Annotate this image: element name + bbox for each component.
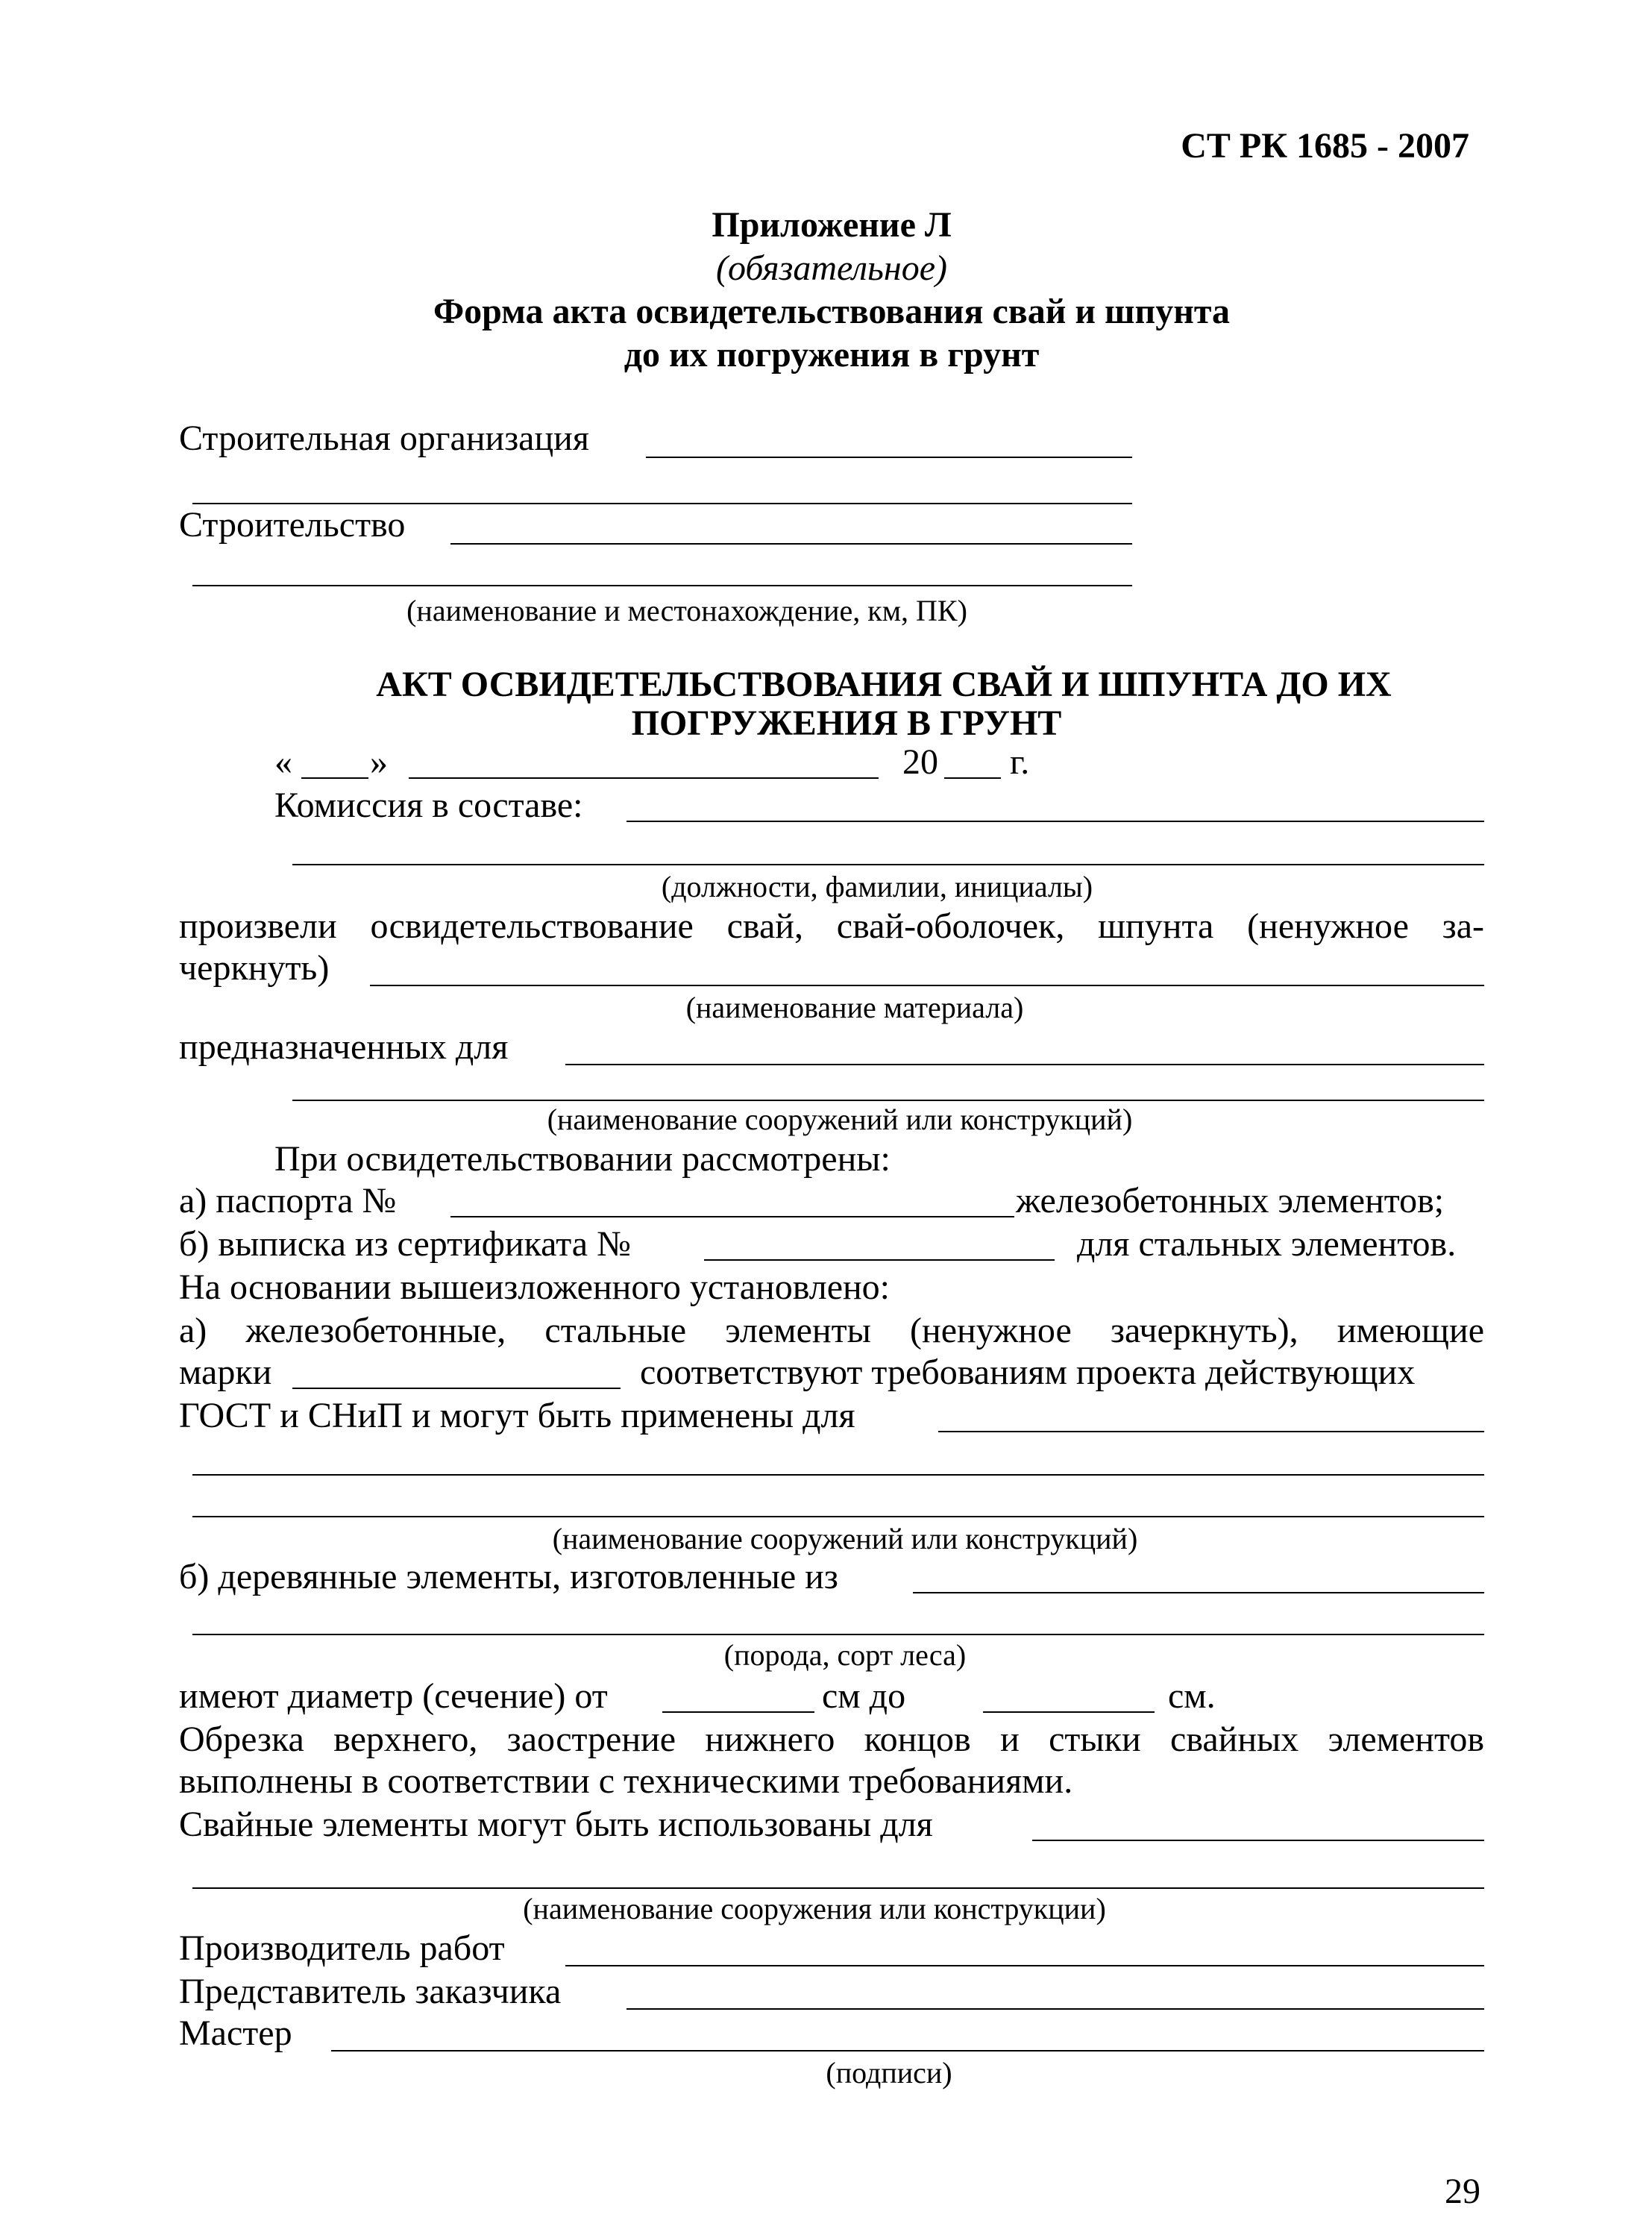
usable-field[interactable] — [1032, 1840, 1484, 1841]
page-number: 29 — [1445, 2172, 1480, 2211]
appendix-title: Приложение Л — [712, 205, 952, 245]
rc-elements-line1: а) железобетонные, стальные элементы (ненужное зачеркнуть), имеющие — [179, 1311, 1484, 1350]
year-suffix: г. — [1010, 742, 1030, 782]
form-title-line2: до их погружения в грунт — [624, 335, 1040, 374]
diameter-mid: см до — [822, 1676, 906, 1716]
construction-label: Строительство — [179, 505, 406, 545]
diameter-prefix: имеют диаметр (сечение) от — [179, 1676, 608, 1716]
certificate-suffix: для стальных элементов. — [1077, 1224, 1457, 1264]
cut-line2: выполнены в соответствии с техническими требованиями. — [179, 1761, 1073, 1801]
wood-label: б) деревянные элементы, изготовленные из — [179, 1557, 838, 1596]
date-year-field[interactable] — [944, 777, 1001, 779]
date-close-quote: » — [370, 742, 388, 782]
diameter-to-field[interactable] — [983, 1711, 1155, 1713]
diameter-from-field[interactable] — [662, 1711, 814, 1713]
structures-caption: (наименование сооружений или конструкций) — [547, 1103, 1133, 1136]
commission-caption: (должности, фамилии, инициалы) — [661, 870, 1093, 903]
signature-field-customer-rep[interactable] — [626, 2008, 1484, 2010]
usable-field-continued[interactable] — [192, 1887, 1484, 1889]
rc-usage-label: ГОСТ и СНиП и могут быть применены для — [179, 1396, 855, 1435]
material-caption: (наименование материала) — [685, 991, 1024, 1024]
usable-label: Свайные элементы могут быть использованы для — [179, 1805, 933, 1844]
form-title-line1: Форма акта освидетельствования свай и шпунта — [433, 292, 1231, 331]
rc-usage-field-continued-1[interactable] — [192, 1474, 1484, 1476]
wood-caption: (порода, сорт леса) — [723, 1638, 967, 1672]
reviewed-label: При освидетельствовании рассмотрены: — [274, 1139, 891, 1179]
intended-label: предназначенных для — [179, 1027, 509, 1067]
passport-suffix: железобетонных элементов; — [1016, 1181, 1445, 1220]
passport-number-field[interactable] — [450, 1216, 1014, 1217]
rc-marks-field[interactable] — [292, 1388, 621, 1389]
signer-works-producer: Производитель работ — [179, 1928, 505, 1968]
certificate-number-field[interactable] — [704, 1259, 1055, 1261]
inspected-line2: черкнуть) — [179, 948, 330, 988]
construction-field-continued[interactable] — [192, 585, 1132, 586]
rc-marks-suffix: соответствуют требованиям проекта действующих — [640, 1352, 1416, 1392]
signature-field-works-producer[interactable] — [565, 1965, 1484, 1966]
construction-field[interactable] — [450, 543, 1132, 545]
construction-org-field[interactable] — [646, 457, 1132, 458]
signatures-caption: (подписи) — [826, 2056, 952, 2090]
standard-code: СТ РК 1685 - 2007 — [1181, 126, 1469, 166]
passport-prefix: а) паспорта № — [179, 1181, 397, 1220]
wood-material-field-continued[interactable] — [192, 1634, 1484, 1635]
rc-usage-field[interactable] — [938, 1431, 1484, 1432]
signer-customer-rep: Представитель заказчика — [179, 1972, 562, 2011]
wood-material-field[interactable] — [913, 1592, 1484, 1593]
material-field[interactable] — [370, 985, 1484, 986]
signer-foreman: Мастер — [179, 2013, 292, 2053]
commission-field[interactable] — [626, 821, 1484, 822]
date-month-field[interactable] — [409, 777, 879, 779]
construction-org-label: Строительная организация — [179, 419, 589, 458]
appendix-status: (обязательное) — [716, 248, 947, 288]
date-open-quote: « — [274, 742, 292, 782]
certificate-prefix: б) выписка из сертификата № — [179, 1224, 631, 1264]
inspected-line1: произвели освидетельствование свай, свай-оболочек, шпунта (ненужное за- — [179, 906, 1484, 946]
commission-label: Комиссия в составе: — [274, 786, 583, 825]
construction-caption: (наименование и местонахождение, км, ПК) — [406, 594, 967, 627]
rc-marks-prefix: марки — [179, 1352, 272, 1392]
commission-field-continued[interactable] — [292, 864, 1484, 865]
signature-field-foreman[interactable] — [331, 2050, 1484, 2052]
intended-field[interactable] — [565, 1064, 1484, 1065]
act-title-line1: АКТ ОСВИДЕТЕЛЬСТВОВАНИЯ СВАЙ И ШПУНТА ДО ИХ — [376, 665, 1392, 704]
rc-usage-field-continued-2[interactable] — [192, 1516, 1484, 1517]
cut-line1: Обрезка верхнего, заострение нижнего концов и стыки свайных элементов — [179, 1720, 1484, 1759]
intended-field-continued[interactable] — [292, 1100, 1484, 1101]
structures-caption-2: (наименование сооружений или конструкций) — [552, 1522, 1138, 1555]
structure-caption: (наименование сооружения или конструкции) — [523, 1892, 1106, 1925]
year-prefix: 20 — [902, 742, 938, 782]
act-title-line2: ПОГРУЖЕНИЯ В ГРУНТ — [631, 703, 1062, 743]
diameter-suffix: см. — [1168, 1676, 1216, 1716]
basis-label: На основании вышеизложенного установлено: — [179, 1267, 891, 1307]
date-day-field[interactable] — [301, 777, 368, 779]
